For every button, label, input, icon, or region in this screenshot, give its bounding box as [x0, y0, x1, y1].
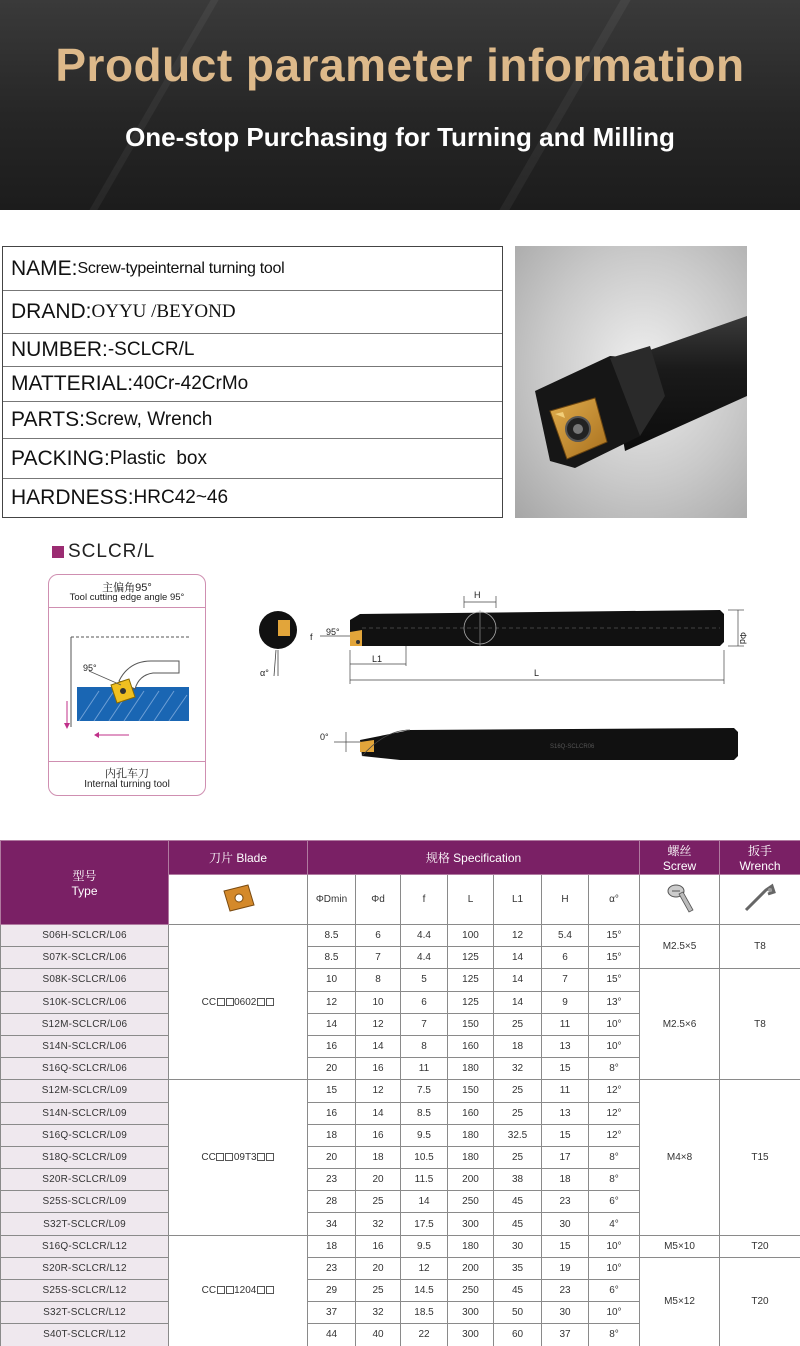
spec-value-cell: 14: [356, 1035, 401, 1057]
spec-value-cell: 38: [494, 1169, 542, 1191]
spec-value-cell: 17.5: [401, 1213, 448, 1235]
info-key: MATTERIAL:: [11, 372, 134, 395]
spec-value-cell: 25: [494, 1080, 542, 1102]
spec-value-cell: 25: [356, 1280, 401, 1302]
product-photo: [515, 246, 747, 518]
spec-value-cell: 40: [356, 1324, 401, 1346]
spec-value-cell: 4.4: [401, 925, 448, 947]
spec-value-cell: 7: [542, 969, 589, 991]
spec-value-cell: 150: [448, 1013, 494, 1035]
blade-code: 0602: [234, 996, 257, 1008]
spec-value-cell: 25: [494, 1102, 542, 1124]
info-key: NUMBER:: [11, 338, 108, 361]
table-row: [1, 1080, 800, 1102]
spec-value-cell: 29: [308, 1280, 356, 1302]
spec-value-cell: 10: [356, 991, 401, 1013]
spec-value-cell: 23: [308, 1257, 356, 1279]
spec-value-cell: 25: [494, 1013, 542, 1035]
spec-value-cell: 20: [356, 1169, 401, 1191]
spec-value-cell: 300: [448, 1302, 494, 1324]
spec-value-cell: 5.4: [542, 925, 589, 947]
spec-value-cell: 50: [494, 1302, 542, 1324]
spec-value-cell: 11: [542, 1080, 589, 1102]
spec-value-cell: 9.5: [401, 1124, 448, 1146]
placeholder-box: [266, 1153, 274, 1161]
type-cell: S16Q-SCLCR/L06: [1, 1058, 169, 1080]
spec-value-cell: 16: [356, 1124, 401, 1146]
type-cell: S16Q-SCLCR/L09: [1, 1124, 169, 1146]
wrench-header-en: Wrench: [739, 859, 781, 873]
screw-cell: M2.5×6: [640, 969, 720, 1080]
info-key: DRAND:: [11, 300, 92, 323]
spec-value-cell: 45: [494, 1280, 542, 1302]
col-d: Φd: [356, 875, 401, 925]
spec-value-cell: 12: [356, 1080, 401, 1102]
col-h: H: [542, 875, 589, 925]
info-row-parts: [3, 402, 502, 439]
spec-value-cell: 14: [494, 991, 542, 1013]
screw-header: [640, 841, 720, 875]
spec-value-cell: 10°: [589, 1035, 640, 1057]
spec-value-cell: 45: [494, 1213, 542, 1235]
spec-value-cell: 300: [448, 1324, 494, 1346]
spec-value-cell: 9: [542, 991, 589, 1013]
spec-value-cell: 9.5: [401, 1235, 448, 1257]
wrench-cell: T20: [720, 1235, 800, 1257]
spec-value-cell: 125: [448, 947, 494, 969]
spec-value-cell: 14: [494, 947, 542, 969]
spec-value-cell: 25: [494, 1146, 542, 1168]
table-row: [1, 969, 800, 991]
type-cell: S12M-SCLCR/L06: [1, 1013, 169, 1035]
spec-value-cell: 15°: [589, 947, 640, 969]
blade-header: 刀片 Blade: [169, 841, 308, 875]
placeholder-box: [257, 1153, 265, 1161]
spec-value-cell: 30: [542, 1213, 589, 1235]
spec-value-cell: 12: [494, 925, 542, 947]
info-value: Screw, Wrench: [84, 409, 213, 430]
spec-value-cell: 37: [542, 1324, 589, 1346]
info-row-number: [3, 334, 502, 367]
spec-value-cell: 15: [542, 1124, 589, 1146]
col-l: L: [448, 875, 494, 925]
spec-value-cell: 6°: [589, 1280, 640, 1302]
screw-cell: M5×12: [640, 1257, 720, 1346]
banner-decoration: [499, 0, 630, 210]
spec-value-cell: 12°: [589, 1124, 640, 1146]
l-label: L: [534, 668, 540, 678]
spec-value-cell: 150: [448, 1080, 494, 1102]
angle-label-cn: 主偏角95°: [102, 582, 152, 594]
type-cell: S32T-SCLCR/L09: [1, 1213, 169, 1235]
blade-prefix: CC: [201, 1285, 217, 1297]
alpha-label: α°: [260, 668, 269, 678]
spec-value-cell: 13°: [589, 991, 640, 1013]
blade-code: 09T3: [233, 1151, 257, 1163]
spec-value-cell: 20: [308, 1058, 356, 1080]
spec-value-cell: 10°: [589, 1235, 640, 1257]
tool-type-cn: 内孔车刀: [105, 768, 149, 780]
spec-value-cell: 15: [542, 1058, 589, 1080]
section-title-text: SCLCR/L: [68, 541, 156, 562]
type-cell: S12M-SCLCR/L09: [1, 1080, 169, 1102]
type-cell: S25S-SCLCR/L12: [1, 1280, 169, 1302]
spec-value-cell: 20: [356, 1257, 401, 1279]
section-marker-icon: [52, 546, 64, 558]
type-cell: S16Q-SCLCR/L12: [1, 1235, 169, 1257]
spec-value-cell: 250: [448, 1280, 494, 1302]
spec-value-cell: 13: [542, 1035, 589, 1057]
wrench-header-cn: 扳手: [748, 844, 773, 858]
banner-decoration: [89, 0, 218, 210]
spec-value-cell: 160: [448, 1102, 494, 1124]
spec-value-cell: 30: [542, 1302, 589, 1324]
type-cell: S08K-SCLCR/L06: [1, 969, 169, 991]
spec-value-cell: 22: [401, 1324, 448, 1346]
spec-value-cell: 20: [308, 1146, 356, 1168]
spec-value-cell: 32: [494, 1058, 542, 1080]
placeholder-box: [217, 998, 225, 1006]
spec-value-cell: 19: [542, 1257, 589, 1279]
col-f: f: [401, 875, 448, 925]
spec-value-cell: 14: [308, 1013, 356, 1035]
spec-value-cell: 125: [448, 991, 494, 1013]
spec-value-cell: 8: [356, 969, 401, 991]
angle-95-label: 95°: [83, 663, 97, 673]
specification-header: 规格 Specification: [308, 841, 640, 875]
spec-value-cell: 17: [542, 1146, 589, 1168]
spec-value-cell: 180: [448, 1124, 494, 1146]
page-title: Product parameter information: [55, 39, 745, 91]
info-value: HRC42~46: [133, 487, 229, 508]
spec-value-cell: 7.5: [401, 1080, 448, 1102]
angle-label-en: Tool cutting edge angle 95°: [69, 592, 185, 603]
info-row-material: [3, 367, 502, 402]
spec-value-cell: 14: [356, 1102, 401, 1124]
type-cell: S10K-SCLCR/L06: [1, 991, 169, 1013]
spec-value-cell: 25: [356, 1191, 401, 1213]
spec-value-cell: 14: [401, 1191, 448, 1213]
spec-value-cell: 18: [494, 1035, 542, 1057]
spec-value-cell: 125: [448, 969, 494, 991]
blade-code: 1204: [234, 1285, 257, 1297]
spec-value-cell: 10°: [589, 1302, 640, 1324]
type-cell: S06H-SCLCR/L06: [1, 925, 169, 947]
info-value: -SCLCR/L: [107, 339, 195, 360]
screw-icon: [640, 875, 720, 925]
info-value: OYYU /BEYOND: [91, 301, 236, 322]
spec-value-cell: 12: [401, 1257, 448, 1279]
spec-value-cell: 10: [308, 969, 356, 991]
spec-value-cell: 15: [308, 1080, 356, 1102]
type-cell: S40T-SCLCR/L12: [1, 1324, 169, 1346]
placeholder-box: [257, 1286, 265, 1294]
spec-value-cell: 8°: [589, 1169, 640, 1191]
spec-value-cell: 30: [494, 1235, 542, 1257]
placeholder-box: [216, 1153, 224, 1161]
type-cell: S18Q-SCLCR/L09: [1, 1146, 169, 1168]
placeholder-box: [226, 1286, 234, 1294]
wrench-header: [720, 841, 800, 875]
type-header-en: Type: [71, 884, 98, 898]
table-row: [1, 925, 800, 947]
spec-value-cell: 15°: [589, 969, 640, 991]
spec-value-cell: 8: [401, 1035, 448, 1057]
page-subtitle: One-stop Purchasing for Turning and Milling: [125, 122, 675, 152]
placeholder-box: [266, 998, 274, 1006]
f-label: f: [310, 632, 313, 642]
type-cell: S07K-SCLCR/L06: [1, 947, 169, 969]
spec-value-cell: 12: [356, 1013, 401, 1035]
tool-dimension-drawing: [250, 580, 760, 810]
zero-deg-label: 0°: [320, 732, 329, 742]
spec-value-cell: 32: [356, 1302, 401, 1324]
screw-cell: M2.5×5: [640, 925, 720, 969]
spec-value-cell: 18: [542, 1169, 589, 1191]
spec-value-cell: 8°: [589, 1146, 640, 1168]
section-title: [52, 541, 155, 563]
spec-value-cell: 6: [356, 925, 401, 947]
spec-value-cell: 28: [308, 1191, 356, 1213]
deg95-label: 95°: [326, 627, 340, 637]
spec-value-cell: 10°: [589, 1257, 640, 1279]
spec-value-cell: 8.5: [308, 925, 356, 947]
info-row-packing: [3, 439, 502, 479]
info-key: HARDNESS:: [11, 486, 134, 509]
angle-diagram-card: [48, 574, 206, 796]
col-l1: L1: [494, 875, 542, 925]
spec-value-cell: 200: [448, 1169, 494, 1191]
spec-value-cell: 18: [356, 1146, 401, 1168]
screw-cell: M5×10: [640, 1235, 720, 1257]
insert-icon: [169, 875, 308, 925]
spec-value-cell: 8°: [589, 1324, 640, 1346]
spec-value-cell: 6°: [589, 1191, 640, 1213]
spec-value-cell: 11: [401, 1058, 448, 1080]
spec-value-cell: 37: [308, 1302, 356, 1324]
col-dmin: ΦDmin: [308, 875, 356, 925]
phi-d-label: Φd: [738, 632, 748, 645]
spec-value-cell: 13: [542, 1102, 589, 1124]
table-row: [1, 1257, 800, 1279]
wrench-cell: T20: [720, 1257, 800, 1346]
blade-prefix: CC: [201, 1151, 216, 1163]
info-value: Screw-typeinternal turning tool: [77, 259, 285, 277]
blade-cell: [169, 925, 308, 1080]
info-key: PARTS:: [11, 408, 85, 431]
specification-table: [0, 840, 800, 1346]
spec-value-cell: 8.5: [308, 947, 356, 969]
spec-value-cell: 180: [448, 1058, 494, 1080]
type-header: [1, 841, 169, 925]
header-banner: [0, 0, 800, 210]
spec-value-cell: 14: [494, 969, 542, 991]
spec-value-cell: 12: [308, 991, 356, 1013]
type-cell: S14N-SCLCR/L09: [1, 1102, 169, 1124]
blade-cell: [169, 1235, 308, 1346]
info-row-name: [3, 247, 502, 291]
spec-value-cell: 60: [494, 1324, 542, 1346]
screw-header-cn: 螺丝: [667, 844, 692, 858]
spec-value-cell: 18: [308, 1235, 356, 1257]
spec-value-cell: 44: [308, 1324, 356, 1346]
spec-value-cell: 34: [308, 1213, 356, 1235]
spec-value-cell: 15: [542, 1235, 589, 1257]
col-alpha: α°: [589, 875, 640, 925]
type-cell: S20R-SCLCR/L12: [1, 1257, 169, 1279]
spec-value-cell: 10°: [589, 1013, 640, 1035]
info-value: Plastic box: [109, 447, 207, 469]
spec-value-cell: 180: [448, 1235, 494, 1257]
placeholder-box: [217, 1286, 225, 1294]
info-row-hardness: [3, 479, 502, 517]
spec-value-cell: 16: [356, 1058, 401, 1080]
spec-value-cell: 160: [448, 1035, 494, 1057]
spec-value-cell: 12°: [589, 1080, 640, 1102]
spec-value-cell: 16: [308, 1035, 356, 1057]
spec-value-cell: 23: [542, 1191, 589, 1213]
turning-tool-image: [515, 246, 747, 518]
spec-value-cell: 10.5: [401, 1146, 448, 1168]
type-header-cn: 型号: [72, 869, 97, 883]
divider: [49, 761, 205, 762]
screw-cell: M4×8: [640, 1080, 720, 1235]
spec-value-cell: 100: [448, 925, 494, 947]
spec-value-cell: 18: [308, 1124, 356, 1146]
spec-value-cell: 11.5: [401, 1169, 448, 1191]
spec-value-cell: 23: [542, 1280, 589, 1302]
spec-value-cell: 7: [356, 947, 401, 969]
spec-value-cell: 180: [448, 1146, 494, 1168]
info-value: 40Cr-42CrMo: [133, 373, 249, 394]
placeholder-box: [266, 1286, 274, 1294]
spec-value-cell: 15°: [589, 925, 640, 947]
spec-value-cell: 16: [356, 1235, 401, 1257]
l1-label: L1: [372, 654, 383, 664]
spec-value-cell: 12°: [589, 1102, 640, 1124]
spec-value-cell: 7: [401, 1013, 448, 1035]
spec-value-cell: 4°: [589, 1213, 640, 1235]
tool-type-en: Internal turning tool: [84, 779, 170, 790]
table-row: [1, 1235, 800, 1257]
info-key: NAME:: [11, 256, 78, 280]
spec-value-cell: 16: [308, 1102, 356, 1124]
spec-value-cell: 32.5: [494, 1124, 542, 1146]
blade-cell: [169, 1080, 308, 1235]
spec-value-cell: 6: [401, 991, 448, 1013]
info-row-brand: [3, 291, 502, 334]
type-cell: S32T-SCLCR/L12: [1, 1302, 169, 1324]
spec-value-cell: 23: [308, 1169, 356, 1191]
spec-value-cell: 8°: [589, 1058, 640, 1080]
spec-value-cell: 5: [401, 969, 448, 991]
spec-value-cell: 11: [542, 1013, 589, 1035]
spec-value-cell: 6: [542, 947, 589, 969]
info-key: PACKING:: [11, 446, 110, 470]
spec-value-cell: 200: [448, 1257, 494, 1279]
spec-value-cell: 18.5: [401, 1302, 448, 1324]
wrench-icon: [720, 875, 800, 925]
type-cell: S25S-SCLCR/L09: [1, 1191, 169, 1213]
wrench-cell: T15: [720, 1080, 800, 1235]
spec-value-cell: 14.5: [401, 1280, 448, 1302]
wrench-cell: T8: [720, 925, 800, 969]
spec-value-cell: 300: [448, 1213, 494, 1235]
placeholder-box: [257, 998, 265, 1006]
divider: [49, 607, 205, 608]
spec-value-cell: 35: [494, 1257, 542, 1279]
wrench-cell: T8: [720, 969, 800, 1080]
spec-value-cell: 4.4: [401, 947, 448, 969]
spec-value-cell: 250: [448, 1191, 494, 1213]
screw-header-en: Screw: [662, 859, 697, 873]
spec-value-cell: 32: [356, 1213, 401, 1235]
placeholder-box: [225, 1153, 233, 1161]
placeholder-box: [226, 998, 234, 1006]
cutting-angle-diagram: [49, 609, 207, 759]
product-info-table: [2, 246, 503, 518]
spec-value-cell: 45: [494, 1191, 542, 1213]
h-label: H: [474, 590, 481, 600]
type-cell: S20R-SCLCR/L09: [1, 1169, 169, 1191]
spec-value-cell: 8.5: [401, 1102, 448, 1124]
blade-prefix: CC: [201, 996, 217, 1008]
engraving: S16Q-SCLCR06: [550, 744, 595, 750]
type-cell: S14N-SCLCR/L06: [1, 1035, 169, 1057]
